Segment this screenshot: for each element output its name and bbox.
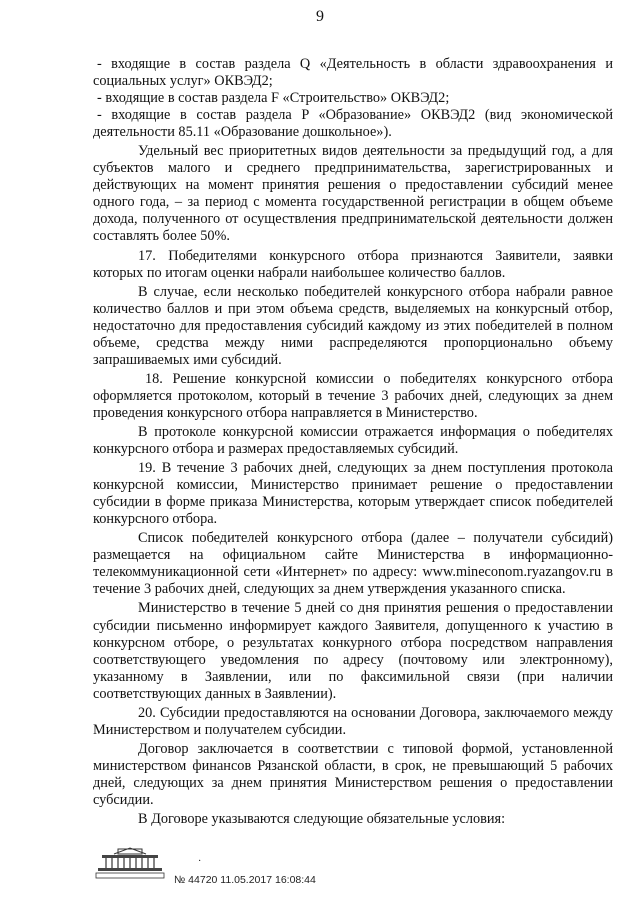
paragraph: В случае, если несколько победителей конкурсного отбора набрали равное количество баллов и при этом объема средств, выделяемых на конкурсный отбор, недостаточно для предоставления субсидий каждому из этих победителей в полном объеме, средства между ними распределяются пропорционально объему запрашиваемых ими субсидий. xyxy=(93,283,613,368)
paragraph: 17. Победителями конкурсного отбора признаются Заявители, заявки которых по итогам оценки набрали наибольшее количество баллов. xyxy=(93,247,613,281)
paragraph: В Договоре указываются следующие обязательные условия: xyxy=(138,811,506,828)
paragraph: Министерство в течение 5 дней со дня принятия решения о предоставлении субсидии письменно информирует каждого Заявителя, допущенного к участию в конкурсном отборе, о результатах конкурного отбора посредством направления соответствующего уведомления по адресу (почтовому или электронному), указанному в Заявлении, или по факсимильной связи (при наличии соответствующих данных в Заявлении). xyxy=(93,600,613,702)
paragraph: Удельный вес приоритетных видов деятельности за предыдущий год, а для субъектов малого и среднего предпринимательства, зарегистрированных и действующих на момент принятия решения о предоставлении субсидий менее одного года, – за период с момента государственной регистрации в общем объеме дохода, полученного от осуществления предпринимательской деятельности должен составлять более 50%. xyxy=(93,143,613,245)
paragraph: Список победителей конкурсного отбора (далее – получатели субсидий) размещается на официальном сайте Министерства в информационно-телекоммуникационной сети «Интернет» по адресу: www.mineconom.ryazangov.ru в течение 3 рабочих дней, следующих за днем утверждения указанного списка. xyxy=(93,530,613,598)
document-id: № 44720 11.05.2017 16:08:44 xyxy=(174,874,316,886)
page-number: 9 xyxy=(316,8,324,25)
paragraph: - входящие в состав раздела P «Образование» ОКВЭД2 (вид экономической деятельности 85.11 «Образование дошкольное»). xyxy=(93,107,613,141)
paragraph: - входящие в состав раздела Q «Деятельность в области здравоохранения и социальных услуг» ОКВЭД2; xyxy=(93,56,613,90)
government-building-stamp-icon xyxy=(88,846,172,880)
paragraph: 20. Субсидии предоставляются на основании Договора, заключаемого между Министерством и получателем субсидии. xyxy=(93,704,613,738)
document-body xyxy=(93,56,613,828)
paragraph: 19. В течение 3 рабочих дней, следующих за днем поступления протокола конкурсной комиссии, Министерство принимает решение о предоставлении субсидии в форме приказа Министерства, которым утверждает список победителей конкурсного отбора. xyxy=(93,460,613,528)
paragraph: В протоколе конкурсной комиссии отражается информация о победителях конкурсного отбора и размерах предоставляемых субсидий. xyxy=(93,423,613,458)
paragraph: 18. Решение конкурсной комиссии о победителях конкурсного отбора оформляется протоколом, который в течение 3 рабочих дней, следующих за днем проведения конкурсного отбора направляется в Министерство. xyxy=(93,370,613,421)
paragraph: Договор заключается в соответствии с типовой формой, установленной министерством финансов Рязанской области, в срок, не превышающий 5 рабочих дней, следующих за днем принятия Министерством решения о предоставлении субсидии. xyxy=(93,740,613,808)
footer-mark: · xyxy=(198,856,202,867)
paragraph: - входящие в состав раздела F «Строительство» ОКВЭД2; xyxy=(97,90,450,107)
document-footer xyxy=(88,846,508,886)
